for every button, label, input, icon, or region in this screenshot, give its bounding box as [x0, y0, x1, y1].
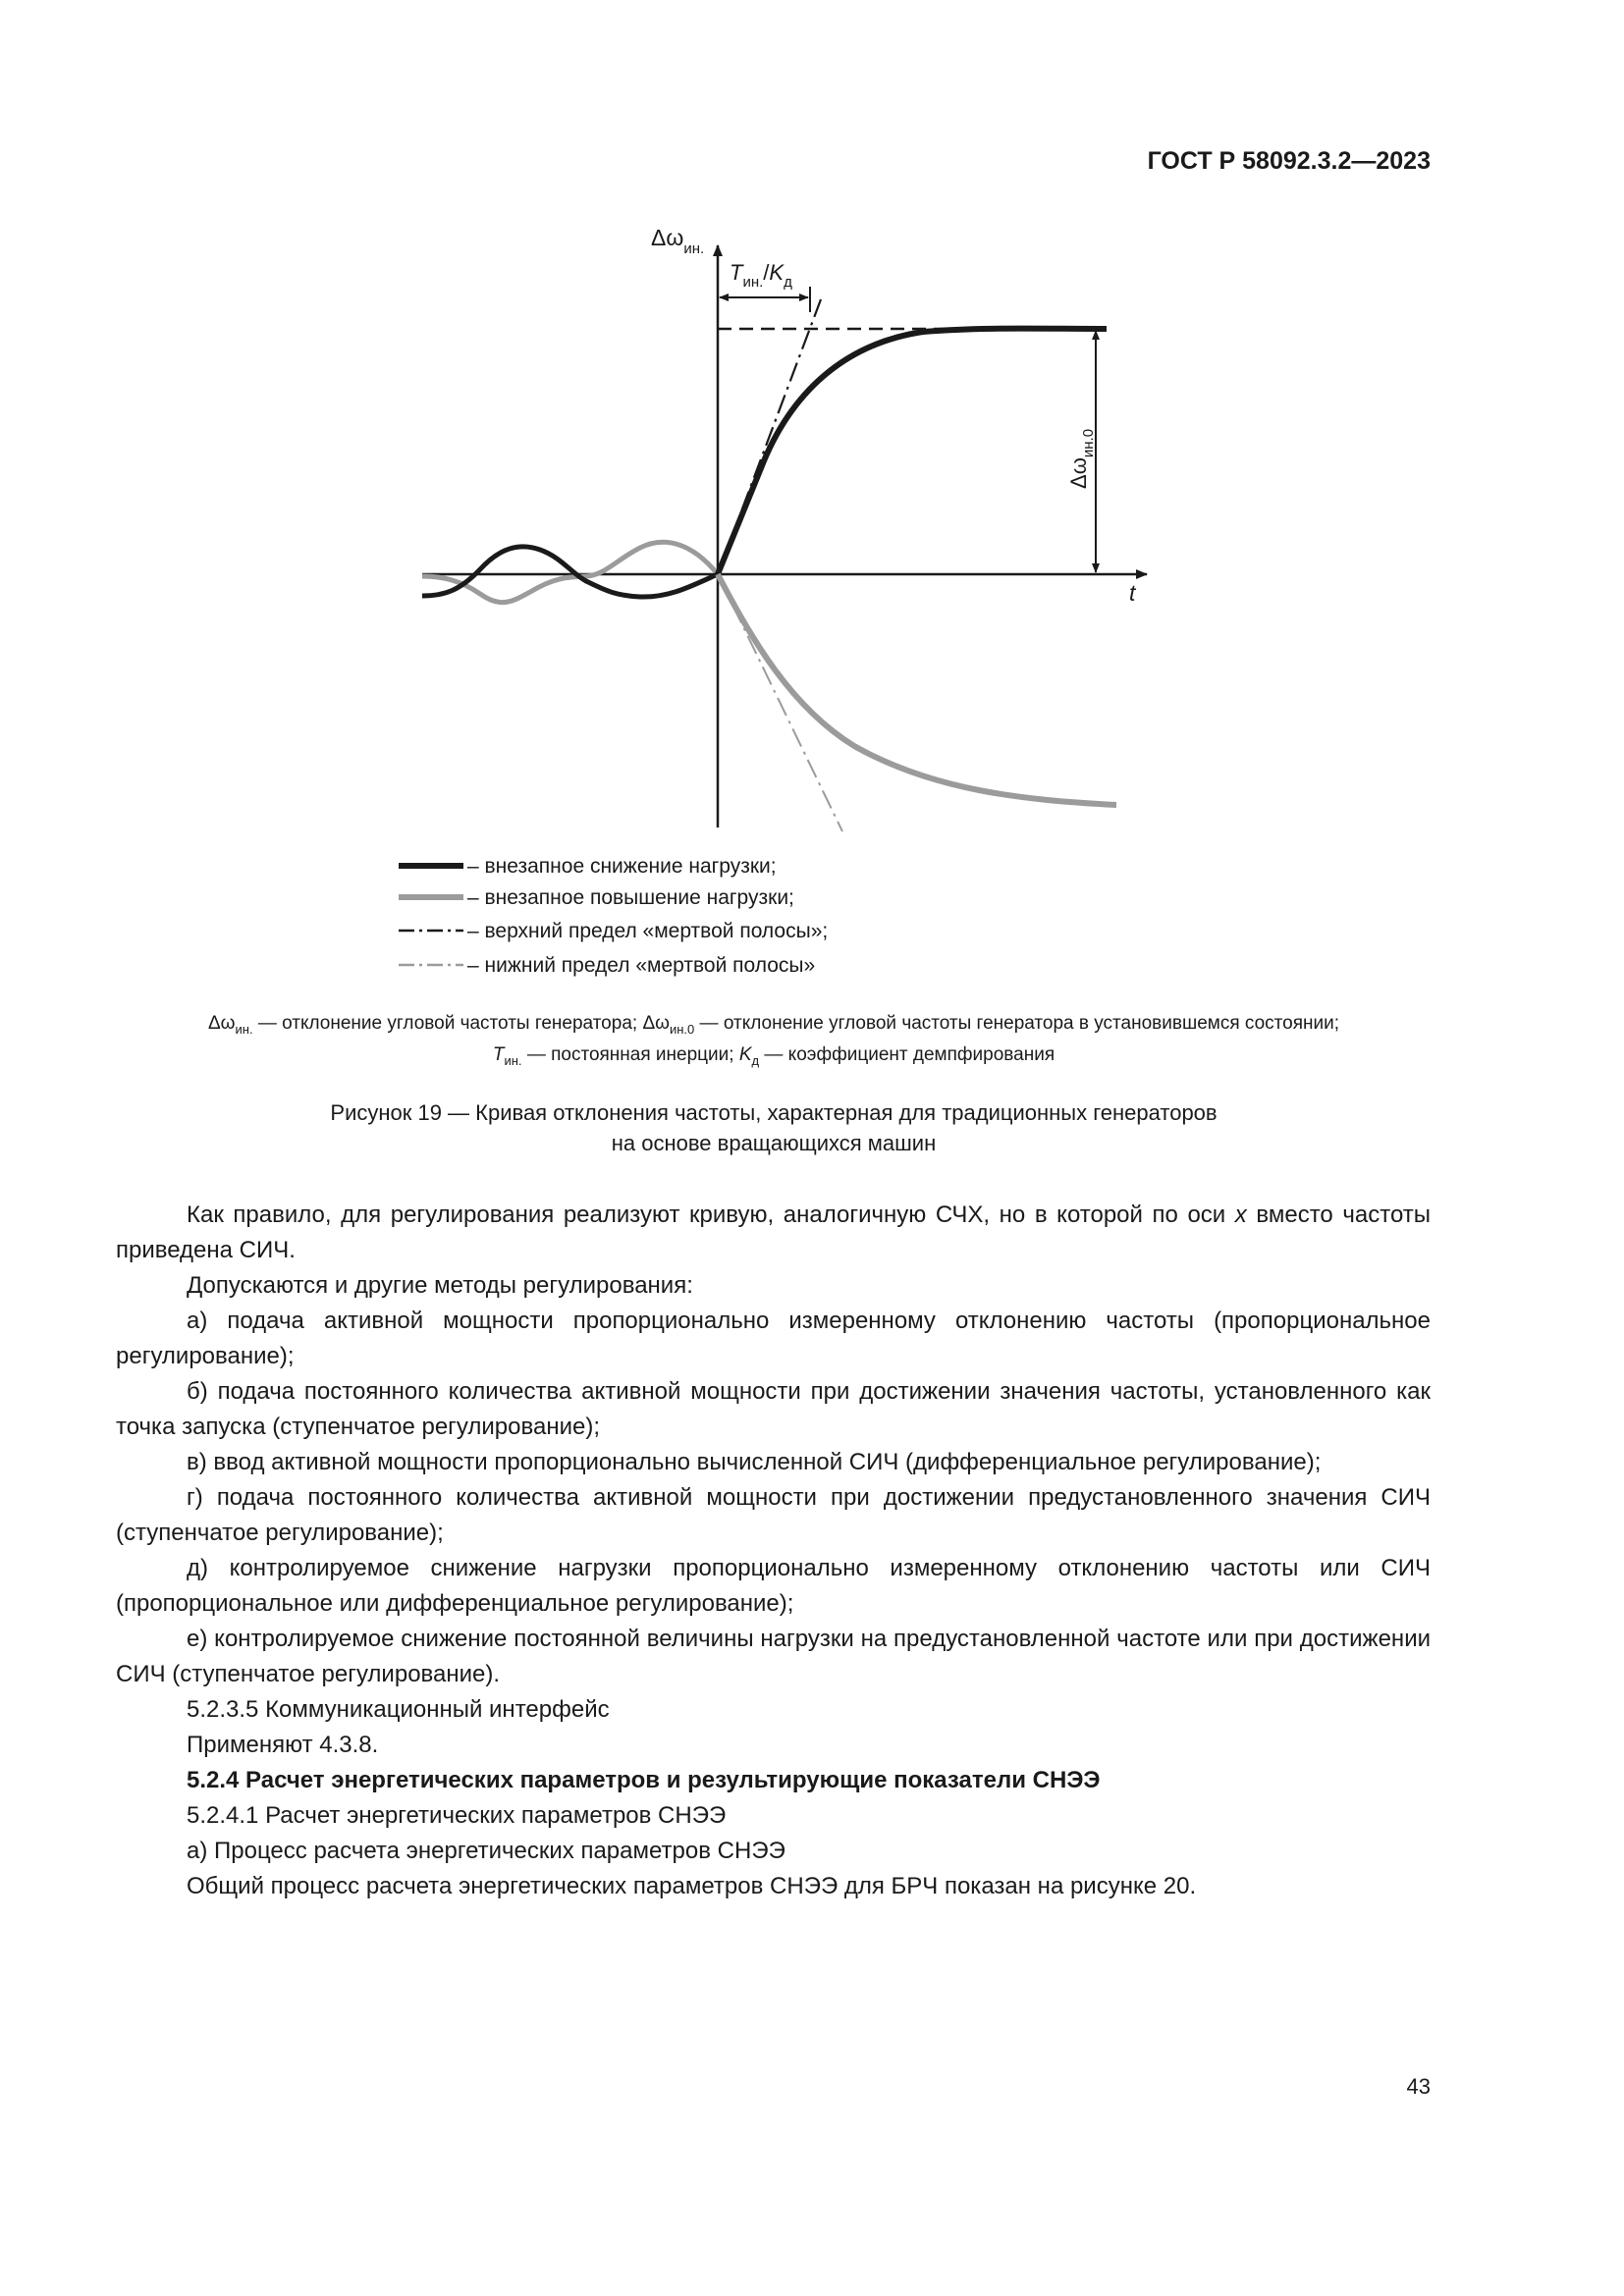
frequency-deviation-figure: [0, 0, 1624, 1001]
paragraph: Применяют 4.3.8.: [187, 1732, 379, 1758]
load-decrease-curve: [718, 329, 1107, 574]
page-number: 43: [1406, 2074, 1431, 2099]
list-item: е) контролируемое снижение постоянной величины нагрузки на предустановленной частоте или при достижении СИЧ (ступенчатое регулирование).: [116, 1626, 1431, 1687]
caption-line-1: Рисунок 19 — Кривая отклонения частоты, характерная для традиционных генераторов: [330, 1100, 1218, 1125]
legend-label-increase: – внезапное повышение нагрузки;: [467, 886, 794, 909]
list-item: а) Процесс расчета энергетических параметров СНЭЭ: [187, 1838, 785, 1864]
figure-caption: [116, 1097, 1432, 1158]
legend-label-decrease: – внезапное снижение нагрузки;: [467, 855, 777, 878]
legend-label-lower: – нижний предел «мертвой полосы»: [467, 954, 816, 977]
list-item: б) подача постоянного количества активной мощности при достижении значения частоты, установленного как точка запуска (ступенчатое регулирование);: [116, 1378, 1431, 1440]
x-axis-label: t: [1129, 580, 1136, 606]
notes-line-2: $T_{ин.}$ — постоянная инерции; $K_д$ — коэффициент демпфирования: [492, 1043, 1056, 1068]
load-increase-curve: [718, 574, 1116, 805]
y-axis-label: $\Delta\omega_{ин.}$: [651, 225, 705, 257]
section-heading: 5.2.4 Расчет энергетических параметров и результирующие показатели СНЭЭ: [187, 1767, 1101, 1793]
list-item: в) ввод активной мощности пропорционально вычисленной СИЧ (дифференциальное регулирование);: [187, 1449, 1322, 1475]
document-code: ГОСТ Р 58092.3.2—2023: [1147, 147, 1431, 175]
list-item: д) контролируемое снижение нагрузки пропорционально измеренному отклонению частоты или СИЧ (пропорциональное или дифференциальное регулирование);: [116, 1555, 1431, 1617]
figure-notes: [116, 1011, 1432, 1074]
paragraph: Допускаются и другие методы регулирования:: [187, 1272, 693, 1299]
body-text: [116, 1198, 1431, 1904]
steady-state-label: $\Delta\omega_{ин.0}$: [1066, 428, 1097, 489]
section-heading: 5.2.3.5 Коммуникационный интерфейс: [187, 1696, 610, 1723]
caption-line-2: на основе вращающихся машин: [611, 1131, 937, 1155]
list-item: а) подача активной мощности пропорционально измеренному отклонению частоты (пропорциональное регулирование);: [116, 1308, 1431, 1369]
list-item: г) подача постоянного количества активной мощности при достижении предустановленного значения СИЧ (ступенчатое регулирование);: [116, 1484, 1431, 1546]
paragraph: Как правило, для регулирования реализуют кривую, аналогичную СЧХ, но в которой по оси x вместо частоты приведена СИЧ.: [116, 1201, 1432, 1263]
load-decrease-oscillation: [422, 547, 718, 597]
legend-label-upper: – верхний предел «мертвой полосы»;: [467, 920, 829, 942]
tau-label: $T_{ин.}/K_д$: [730, 260, 792, 291]
section-heading: 5.2.4.1 Расчет энергетических параметров СНЭЭ: [187, 1802, 727, 1829]
notes-line-1: $\Delta\omega_{ин.}$ — отклонение угловой частоты генератора; $\Delta\omega_{ин.0}$ — отклонение угловой частоты генератора в установившемся состоянии;: [207, 1013, 1340, 1037]
paragraph: Общий процесс расчета энергетических параметров СНЭЭ для БРЧ показан на рисунке 20.: [187, 1873, 1197, 1899]
legend: [399, 855, 828, 977]
